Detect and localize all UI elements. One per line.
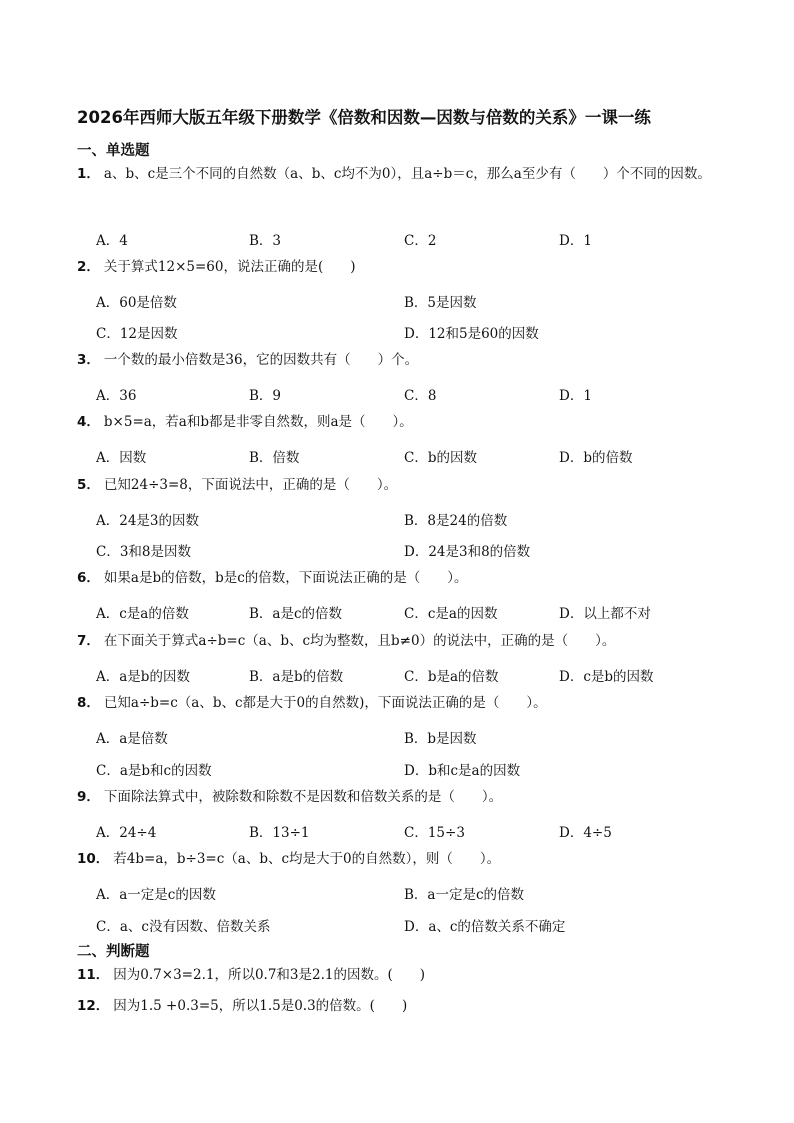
option-d: D．1 [559, 233, 592, 249]
option-d: D．4÷5 [559, 825, 612, 841]
question-5 [77, 470, 727, 501]
option-a: A．36 [96, 388, 137, 404]
option-a: A．c是a的倍数 [96, 606, 189, 622]
option-d: D．c是b的因数 [559, 669, 654, 685]
question-text: 已知a÷b=c（a、b、c都是大于0的自然数)，下面说法正确的是（ ）。 [103, 695, 547, 711]
option-c: C．3和8是因数 [96, 544, 192, 560]
option-b: B．8是24的倍数 [404, 513, 508, 529]
option-d: D．b的倍数 [559, 450, 633, 466]
option-c: C．8 [404, 388, 437, 404]
question-number: 3． [77, 352, 100, 368]
question-8-options-row1 [96, 727, 736, 749]
question-text: 下面除法算式中，被除数和除数不是因数和倍数关系的是（ ）。 [103, 789, 503, 805]
question-text: 因为0.7×3=2.1，所以0.7和3是2.1的因数。( ) [113, 967, 426, 983]
question-number: 10． [77, 851, 110, 867]
question-number: 9． [77, 789, 100, 805]
question-12 [77, 991, 727, 1022]
question-4 [77, 407, 727, 438]
question-8-options-row2 [96, 759, 736, 781]
question-8 [77, 688, 727, 719]
question-1 [77, 159, 727, 190]
question-10-options-row2 [96, 915, 736, 937]
option-b: B．a一定是c的倍数 [404, 887, 525, 903]
question-text: 因为1.5 +0.3=5，所以1.5是0.3的倍数。( ) [113, 998, 408, 1014]
option-d: D．12和5是60的因数 [404, 326, 539, 342]
question-number: 8． [77, 695, 100, 711]
option-c: C．15÷3 [404, 825, 465, 841]
option-a: A．a是b的因数 [96, 669, 190, 685]
option-c: C．b是a的倍数 [404, 669, 499, 685]
option-b: B．5是因数 [404, 295, 477, 311]
question-number: 2． [77, 259, 100, 275]
question-10 [77, 844, 727, 875]
option-c: C．2 [404, 233, 437, 249]
option-b: B．13÷1 [249, 825, 310, 841]
question-9-options [96, 821, 736, 843]
question-10-options-row1 [96, 883, 736, 905]
option-c: C．a、c没有因数、倍数关系 [96, 919, 271, 935]
question-3 [77, 345, 727, 376]
question-text: 一个数的最小倍数是36，它的因数共有（ ）个。 [103, 352, 419, 368]
question-11 [77, 960, 727, 991]
question-1-options [96, 229, 736, 251]
question-5-options-row2 [96, 540, 736, 562]
option-a: A．60是倍数 [96, 295, 177, 311]
option-c: C．12是因数 [96, 326, 178, 342]
option-b: B．a是b的倍数 [249, 669, 344, 685]
section-single-choice: 一、单选题 [77, 143, 150, 159]
question-2-options-row2 [96, 322, 736, 344]
option-c: C．a是b和c的因数 [96, 763, 212, 779]
option-d: D．a、c的倍数关系不确定 [404, 919, 566, 935]
option-b: B．倍数 [249, 450, 300, 466]
option-c: C．c是a的因数 [404, 606, 498, 622]
question-text: 在下面关于算式a÷b=c（a、b、c均为整数，且b≠0）的说法中，正确的是（ ）。 [103, 633, 616, 649]
document-title: 2026年西师大版五年级下册数学《倍数和因数—因数与倍数的关系》一课一练 [77, 108, 651, 127]
question-5-options-row1 [96, 509, 736, 531]
option-b: B．3 [249, 233, 282, 249]
option-b: B．a是c的倍数 [249, 606, 343, 622]
question-number: 11． [77, 967, 110, 983]
section-true-false: 二、判断题 [77, 944, 150, 960]
question-number: 12． [77, 998, 110, 1014]
option-d: D．1 [559, 388, 592, 404]
question-text: 关于算式12×5=60，说法正确的是( ) [103, 259, 356, 275]
option-d: D．b和c是a的因数 [404, 763, 521, 779]
question-text: 如果a是b的倍数，b是c的倍数，下面说法正确的是（ ）。 [103, 570, 468, 586]
question-number: 1． [77, 166, 100, 182]
option-a: A．4 [96, 233, 128, 249]
question-text: 已知24÷3=8，下面说法中，正确的是（ ）。 [103, 477, 398, 493]
question-4-options [96, 446, 736, 468]
option-d: D．24是3和8的倍数 [404, 544, 531, 560]
question-2 [77, 252, 727, 283]
question-7 [77, 626, 727, 657]
question-text: 若4b=a，b÷3=c（a、b、c均是大于0的自然数），则（ ）。 [113, 851, 501, 867]
option-a: A．a是倍数 [96, 731, 168, 747]
option-a: A．24÷4 [96, 825, 157, 841]
question-number: 4． [77, 414, 100, 430]
question-2-options-row1 [96, 291, 736, 313]
option-c: C．b的因数 [404, 450, 477, 466]
option-a: A．a一定是c的因数 [96, 887, 216, 903]
option-b: B．9 [249, 388, 282, 404]
question-number: 7． [77, 633, 100, 649]
question-7-options [96, 665, 736, 687]
option-a: A．24是3的因数 [96, 513, 200, 529]
question-9 [77, 782, 727, 813]
question-text: b×5=a，若a和b都是非零自然数，则a是（ ）。 [103, 414, 413, 430]
question-number: 6． [77, 570, 100, 586]
question-text: a、b、c是三个不同的自然数（a、b、c均不为0），且a÷b＝c，那么a至少有（ ）个不同的因数。 [103, 166, 711, 182]
question-number: 5． [77, 477, 100, 493]
question-3-options [96, 384, 736, 406]
question-6-options [96, 602, 736, 624]
option-a: A．因数 [96, 450, 147, 466]
option-b: B．b是因数 [404, 731, 477, 747]
option-d: D．以上都不对 [559, 606, 651, 622]
question-6 [77, 563, 727, 594]
